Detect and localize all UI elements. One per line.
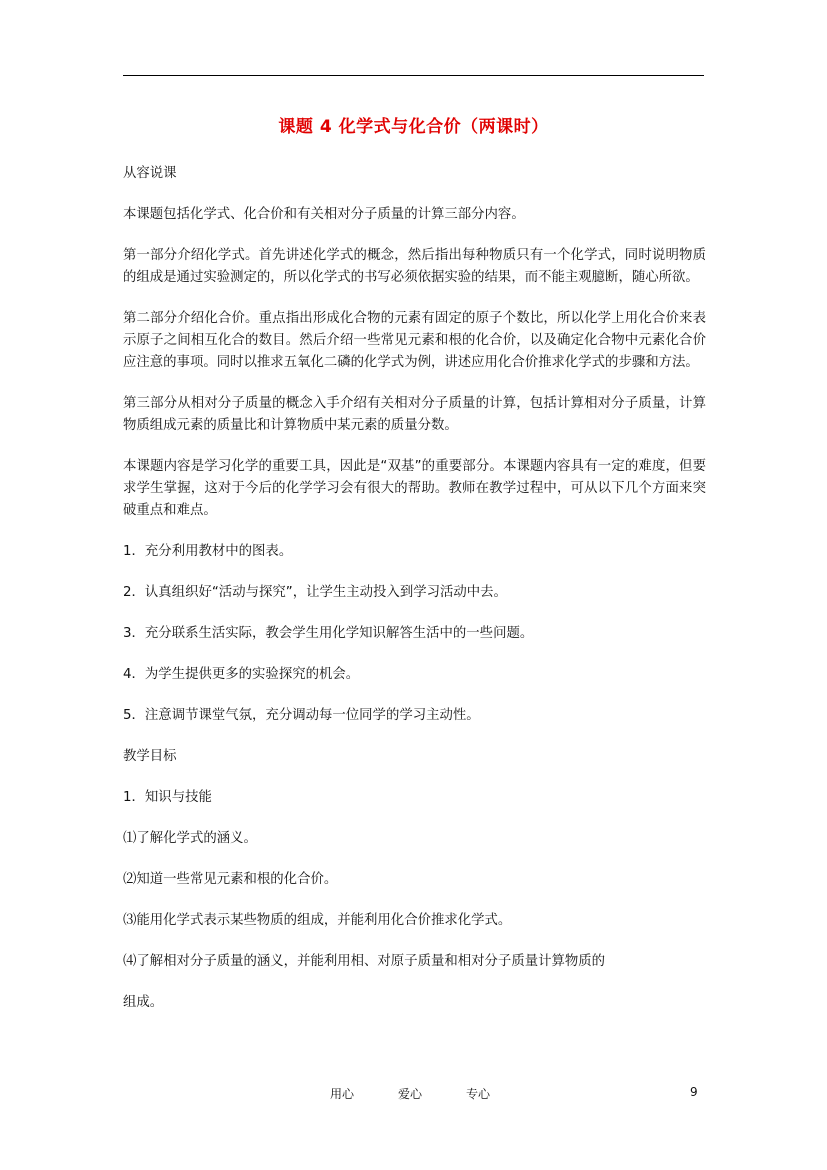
- paragraph: 第三部分从相对分子质量的概念入手介绍有关相对分子质量的计算，包括计算相对分子质量，计算物质组成元素的质量比和计算物质中某元素的质量分数。: [123, 396, 706, 433]
- section-heading: 教学目标: [123, 749, 177, 764]
- footer-motto-word: 专心: [465, 1087, 490, 1101]
- list-item: ⑶能用化学式表示某些物质的组成，并能利用化合价推求化学式。: [123, 913, 512, 928]
- document-body: [123, 163, 706, 1033]
- list-item: ⑷了解相对分子质量的涵义，并能利用相、对原子质量和相对分子质量计算物质的: [123, 954, 606, 969]
- list-item: ⑵知道一些常见元素和根的化合价。: [123, 872, 338, 887]
- list-item: ⑴了解化学式的涵义。: [123, 831, 257, 846]
- list-item: 5．注意调节课堂气氛，充分调动每一位同学的学习主动性。: [123, 708, 480, 723]
- footer-motto: [330, 1085, 490, 1102]
- document-title: 课题 4 化学式与化合价（两课时）: [278, 117, 549, 137]
- paragraph: 第一部分介绍化学式。首先讲述化学式的概念，然后指出每种物质只有一个化学式，同时说明物质的组成是通过实验测定的，所以化学式的书写必须依据实验的结果，而不能主观臆断，随心所欲。: [123, 248, 706, 285]
- footer-motto-word: 用心: [330, 1087, 355, 1101]
- list-item: 2．认真组织好“活动与探究”，让学生主动投入到学习活动中去。: [123, 585, 507, 600]
- list-item: 1．充分利用教材中的图表。: [123, 544, 293, 559]
- paragraph: 本课题内容是学习化学的重要工具，因此是“双基”的重要部分。本课题内容具有一定的难度，但要求学生掌握，这对于今后的化学学习会有很大的帮助。教师在教学过程中，可从以下几个方面来突破重点和难点。: [123, 459, 706, 518]
- paragraph: 组成。: [123, 995, 164, 1010]
- list-item: 1．知识与技能: [123, 790, 212, 805]
- paragraph: 第二部分介绍化合价。重点指出形成化合物的元素有固定的原子个数比，所以化学上用化合价来表示原子之间相互化合的数目。然后介绍一些常见元素和根的化合价，以及确定化合物中元素化合价应注意的事项。同时以推求五氧化二磷的化学式为例，讲述应用化合价推求化学式的步骤和方法。: [123, 311, 706, 370]
- page-number: 9: [690, 1085, 698, 1099]
- list-item: 3．充分联系生活实际，教会学生用化学知识解答生活中的一些问题。: [123, 626, 534, 641]
- list-item: 4．为学生提供更多的实验探究的机会。: [123, 667, 360, 682]
- paragraph: 本课题包括化学式、化合价和有关相对分子质量的计算三部分内容。: [123, 207, 525, 222]
- header-rule: [123, 75, 704, 76]
- section-heading: 从容说课: [123, 166, 177, 181]
- footer-motto-word: 爱心: [397, 1087, 422, 1101]
